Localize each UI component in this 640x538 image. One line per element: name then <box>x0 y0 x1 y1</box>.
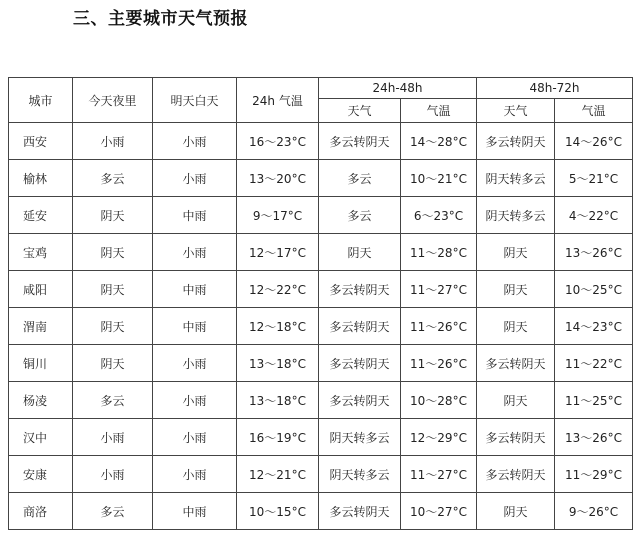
temp-24-48h: 10～27°C <box>401 493 477 530</box>
tonight-weather: 阴天 <box>73 308 153 345</box>
tonight-weather: 多云 <box>73 382 153 419</box>
table-row <box>9 308 633 345</box>
table-row <box>9 419 633 456</box>
temp-24h: 13～18°C <box>237 345 319 382</box>
table-row <box>9 456 633 493</box>
temp-24-48h: 11～27°C <box>401 271 477 308</box>
city-name: 商洛 <box>9 493 73 530</box>
table-row <box>9 493 633 530</box>
temp-48-72h: 13～26°C <box>555 419 633 456</box>
city-name: 杨凌 <box>9 382 73 419</box>
weather-48-72h: 阴天 <box>477 234 555 271</box>
temp-24-48h: 11～27°C <box>401 456 477 493</box>
temp-48-72h: 5～21°C <box>555 160 633 197</box>
tonight-weather: 多云 <box>73 493 153 530</box>
temp-24-48h: 10～21°C <box>401 160 477 197</box>
table-row <box>9 160 633 197</box>
header-group-48-72h: 48h-72h <box>477 78 633 99</box>
city-name: 宝鸡 <box>9 234 73 271</box>
city-name: 延安 <box>9 197 73 234</box>
weather-24-48h: 多云转阴天 <box>319 493 401 530</box>
header-temp-72h: 气温 <box>555 99 633 123</box>
section-heading: 三、主要城市天气预报 <box>73 9 248 29</box>
weather-24-48h: 多云转阴天 <box>319 382 401 419</box>
header-weather-48h: 天气 <box>319 99 401 123</box>
header-tomorrow-day: 明天白天 <box>153 78 237 123</box>
weather-48-72h: 多云转阴天 <box>477 419 555 456</box>
temp-24h: 16～19°C <box>237 419 319 456</box>
city-name: 安康 <box>9 456 73 493</box>
temp-24h: 12～22°C <box>237 271 319 308</box>
weather-48-72h: 多云转阴天 <box>477 123 555 160</box>
temp-24h: 13～20°C <box>237 160 319 197</box>
weather-48-72h: 多云转阴天 <box>477 456 555 493</box>
city-name: 西安 <box>9 123 73 160</box>
tonight-weather: 阴天 <box>73 234 153 271</box>
temp-24h: 10～15°C <box>237 493 319 530</box>
city-name: 铜川 <box>9 345 73 382</box>
temp-24-48h: 11～26°C <box>401 345 477 382</box>
tomorrow-day-weather: 小雨 <box>153 123 237 160</box>
weather-24-48h: 阴天转多云 <box>319 456 401 493</box>
table-row <box>9 197 633 234</box>
weather-24-48h: 多云转阴天 <box>319 123 401 160</box>
tomorrow-day-weather: 中雨 <box>153 197 237 234</box>
temp-24-48h: 11～26°C <box>401 308 477 345</box>
temp-48-72h: 11～25°C <box>555 382 633 419</box>
header-group-24-48h: 24h-48h <box>319 78 477 99</box>
weather-24-48h: 多云 <box>319 160 401 197</box>
tonight-weather: 小雨 <box>73 419 153 456</box>
weather-24-48h: 多云转阴天 <box>319 345 401 382</box>
tonight-weather: 小雨 <box>73 456 153 493</box>
header-city: 城市 <box>9 78 73 123</box>
temp-48-72h: 4～22°C <box>555 197 633 234</box>
temp-24h: 16～23°C <box>237 123 319 160</box>
weather-48-72h: 多云转阴天 <box>477 345 555 382</box>
temp-48-72h: 14～26°C <box>555 123 633 160</box>
weather-forecast-table <box>8 77 633 530</box>
tonight-weather: 多云 <box>73 160 153 197</box>
table-row <box>9 382 633 419</box>
temp-48-72h: 10～25°C <box>555 271 633 308</box>
temp-24h: 12～18°C <box>237 308 319 345</box>
tonight-weather: 阴天 <box>73 197 153 234</box>
city-name: 汉中 <box>9 419 73 456</box>
weather-48-72h: 阴天 <box>477 271 555 308</box>
header-tonight: 今天夜里 <box>73 78 153 123</box>
tomorrow-day-weather: 中雨 <box>153 493 237 530</box>
tomorrow-day-weather: 中雨 <box>153 271 237 308</box>
temp-24-48h: 11～28°C <box>401 234 477 271</box>
header-temp-24h: 24h 气温 <box>237 78 319 123</box>
tomorrow-day-weather: 小雨 <box>153 160 237 197</box>
city-name: 渭南 <box>9 308 73 345</box>
city-name: 咸阳 <box>9 271 73 308</box>
weather-24-48h: 多云转阴天 <box>319 271 401 308</box>
tomorrow-day-weather: 小雨 <box>153 382 237 419</box>
weather-24-48h: 多云转阴天 <box>319 308 401 345</box>
temp-24-48h: 12～29°C <box>401 419 477 456</box>
city-name: 榆林 <box>9 160 73 197</box>
tonight-weather: 阴天 <box>73 271 153 308</box>
header-temp-48h: 气温 <box>401 99 477 123</box>
weather-48-72h: 阴天 <box>477 493 555 530</box>
temp-24h: 12～17°C <box>237 234 319 271</box>
header-weather-72h: 天气 <box>477 99 555 123</box>
weather-24-48h: 阴天 <box>319 234 401 271</box>
table-row <box>9 234 633 271</box>
tomorrow-day-weather: 小雨 <box>153 456 237 493</box>
temp-24h: 9～17°C <box>237 197 319 234</box>
table-row <box>9 345 633 382</box>
temp-48-72h: 9～26°C <box>555 493 633 530</box>
tomorrow-day-weather: 中雨 <box>153 308 237 345</box>
tonight-weather: 小雨 <box>73 123 153 160</box>
temp-24-48h: 6～23°C <box>401 197 477 234</box>
tonight-weather: 阴天 <box>73 345 153 382</box>
temp-24-48h: 10～28°C <box>401 382 477 419</box>
table-row <box>9 123 633 160</box>
weather-48-72h: 阴天 <box>477 382 555 419</box>
table-row <box>9 271 633 308</box>
temp-24h: 12～21°C <box>237 456 319 493</box>
temp-48-72h: 14～23°C <box>555 308 633 345</box>
weather-48-72h: 阴天转多云 <box>477 160 555 197</box>
tomorrow-day-weather: 小雨 <box>153 234 237 271</box>
weather-48-72h: 阴天转多云 <box>477 197 555 234</box>
temp-48-72h: 13～26°C <box>555 234 633 271</box>
temp-24-48h: 14～28°C <box>401 123 477 160</box>
temp-48-72h: 11～22°C <box>555 345 633 382</box>
temp-24h: 13～18°C <box>237 382 319 419</box>
weather-24-48h: 多云 <box>319 197 401 234</box>
tomorrow-day-weather: 小雨 <box>153 419 237 456</box>
temp-48-72h: 11～29°C <box>555 456 633 493</box>
weather-24-48h: 阴天转多云 <box>319 419 401 456</box>
weather-48-72h: 阴天 <box>477 308 555 345</box>
tomorrow-day-weather: 小雨 <box>153 345 237 382</box>
